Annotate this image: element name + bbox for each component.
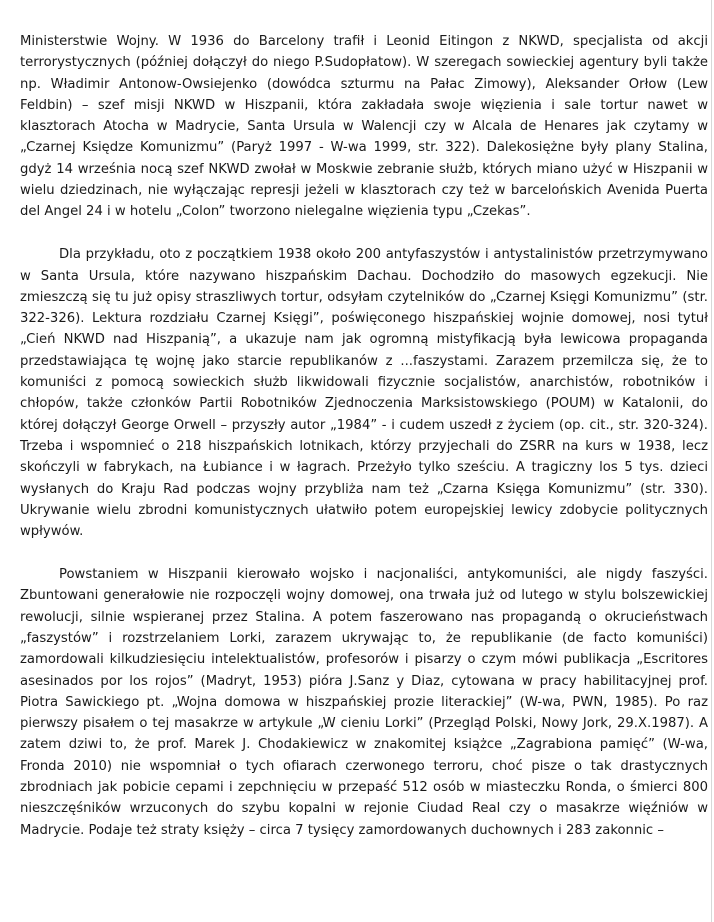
paragraph-2: Dla przykładu, oto z początkiem 1938 około 200 antyfaszystów i antystalinistów przetrzymywano w Santa Ursula, które nazywano hiszpańskim Dachau. Dochodziło do masowych egzekucji. Nie zmieszczą się tu już opisy straszliwych tortur, odsyłam czytelników do „Czarnej Księgi Komunizmu” (str. 322-326). Lektura rozdziału Czarnej Księgi”, poświęconego hiszpańskiej wojnie domowej, nosi tytuł „Cień NKWD nad Hiszpanią”, a ukazuje nam jak ogromną mistyfikacją była lewicowa propaganda przedstawiająca tę wojnę jako starcie republikanów z ...faszystami. Zarazem przemilcza się, że to komuniści z pomocą sowieckich służb likwidowali fizycznie socjalistów, anarchistów, robotników i chłopów, także członków Partii Robotników Zjednoczenia Marksistowskiego (POUM) w Katalonii, do której dołączył George Orwell – przyszły autor „1984” - i cudem uszedł z życiem (op. cit., str. 320-324). Trzeba i wspomnieć o 218 hiszpańskich lotnikach, którzy przyjechali do ZSRR na kurs w 1938, lecz skończyli w fabrykach, na Łubiance i w łagrach. Przeżyło tylko sześciu. A tragiczny los 5 tys. dzieci wysłanych do Kraju Rad podczas wojny przybliża nam też „Czarna Księga Komunizmu” (str. 330). Ukrywanie wielu zbrodni komunistycznych ułatwiło potem europejskiej lewicy zdobycie politycznych wpływów. <box>20 247 708 540</box>
page-edge-divider <box>711 0 712 922</box>
paragraph-1: Ministerstwie Wojny. W 1936 do Barcelony trafił i Leonid Eitingon z NKWD, specjalista od akcji terrorystycznych (później dołączył do niego P.Sudopłatow). W szeregach sowieckiej agentury byli także np. Władimir Antonow-Owsiejenko (dowódca szturmu na Pałac Zimowy), Aleksander Orłow (Lew Feldbin) – szef misji NKWD w Hiszpanii, która zakładała swoje więzienia i sale tortur nawet w klasztorach Atocha w Madrycie, Santa Ursula w Walencji czy w Alcala de Henares jak czytamy w „Czarnej Księdze Komunizmu” (Paryż 1997 - W-wa 1999, str. 322). Dalekosiężne były plany Stalina, gdyż 14 września nocą szef NKWD zwołał w Moskwie zebranie służb, których miano użyć w Hiszpanii w wielu dziedzinach, nie wyłączając represji jeżeli w klasztorach czy też w barcelońskich Avenida Puerta del Angel 24 i w hotelu „Colon” tworzono nielegalne więzienia typu „Czekas”. <box>20 34 708 220</box>
document-body <box>20 31 708 841</box>
paragraph-3: Powstaniem w Hiszpanii kierowało wojsko i nacjonaliści, antykomuniści, ale nigdy faszyści. Zbuntowani generałowie nie rozpoczęli wojny domowej, ona trwała już od lutego w stylu bolszewickiej rewolucji, silnie wspieranej przez Stalina. A potem faszerowano nas propagandą o okrucieństwach „faszystów” i rozstrzelaniem Lorki, zarazem ukrywając to, że republikanie (de facto komuniści) zamordowali kilkudziesięciu intelektualistów, profesorów i pisarzy o czym mówi publikacja „Escritores asesinados por los rojos” (Madryt, 1953) pióra J.Sanz y Diaz, cytowana w pracy habilitacyjnej prof. Piotra Sawickiego pt. „Wojna domowa w hiszpańskiej prozie literackiej” (W-wa, PWN, 1985). Po raz pierwszy pisałem o tej masakrze w artykule „W cieniu Lorki” (Przegląd Polski, Nowy Jork, 29.X.1987). A zatem dziwi to, że prof. Marek J. Chodakiewicz w znakomitej książce „Zagrabiona pamięć” (W-wa, Fronda 2010) nie wspomniał o tych ofiarach czerwonego terroru, choć pisze o tak drastycznych zbrodniach jak pobicie cepami i zepchnięciu w przepaść 512 osób w miasteczku Ronda, o śmierci 800 nieszczęśników wrzuconych do szybu kopalni w rejonie Ciudad Real czy o masakrze więźniów w Madrycie. Podaje też straty księży – circa 7 tysięcy zamordowanych duchownych i 283 zakonnic – <box>20 567 708 838</box>
